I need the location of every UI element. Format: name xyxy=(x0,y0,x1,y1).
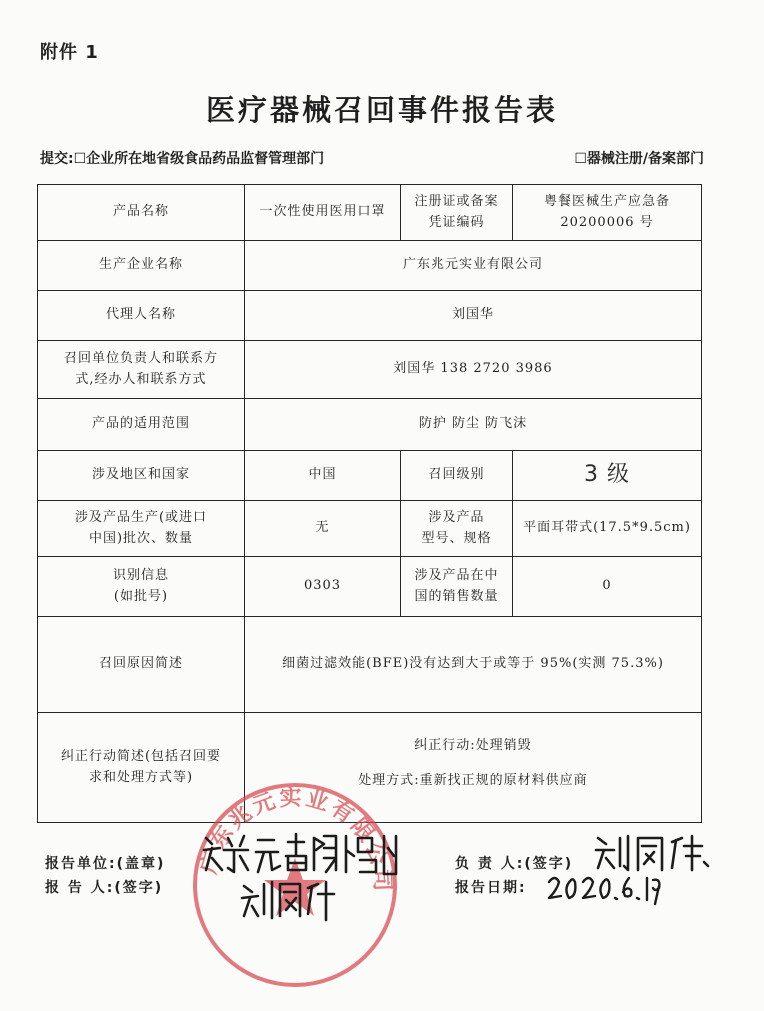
row-product-name xyxy=(38,185,702,241)
value-registration-line2: 20200006 号 xyxy=(560,214,654,230)
label-recall-level: 召回级别 xyxy=(401,451,513,501)
row-contact xyxy=(38,341,702,399)
label-registration-line1: 注册证或备案 xyxy=(414,194,499,210)
label-reporter: 报 告 人:(签字) xyxy=(45,880,164,896)
label-identification-line2: (如批号) xyxy=(113,588,169,604)
row-id-sales xyxy=(38,557,702,617)
recall-report-table xyxy=(37,184,702,823)
value-model: 平面耳带式(17.5*9.5cm) xyxy=(513,501,702,557)
seal-text-path: 广东兆元实业有限公司 xyxy=(196,785,395,895)
label-report-unit: 报告单位:(盖章) xyxy=(45,856,166,872)
label-registration-line2: 凭证编码 xyxy=(428,214,485,230)
label-batch xyxy=(38,501,245,557)
label-model xyxy=(401,501,513,557)
value-recall-level: 3 级 xyxy=(513,451,702,501)
label-manufacturer: 生产企业名称 xyxy=(38,241,245,291)
page-title: 医疗器械召回事件报告表 xyxy=(205,93,558,127)
label-batch-line1: 涉及产品生产(或进口 xyxy=(74,510,208,526)
label-registration xyxy=(401,185,513,241)
value-agent: 刘国华 xyxy=(245,291,702,341)
value-manufacturer: 广东兆元实业有限公司 xyxy=(245,241,702,291)
label-sales-line2: 国的销售数量 xyxy=(414,588,499,604)
value-contact: 刘国华 138 2720 3986 xyxy=(245,341,702,399)
value-product-name: 一次性使用医用口罩 xyxy=(245,185,401,241)
submit-row xyxy=(40,148,704,170)
value-corrective-method: 处理方式:重新找正规的原材料供应商 xyxy=(358,772,588,788)
value-sales: 0 xyxy=(513,557,702,617)
value-batch: 无 xyxy=(245,501,401,557)
report-date-handwritten xyxy=(545,872,665,908)
label-contact-line2: 式,经办人和联系方式 xyxy=(75,371,207,387)
value-reason: 细菌过滤效能(BFE)没有达到大于或等于 95%(实测 75.3%) xyxy=(245,617,702,713)
label-scope: 产品的适用范围 xyxy=(38,399,245,451)
row-reason xyxy=(38,617,702,713)
label-report-date: 报告日期: xyxy=(455,880,527,896)
value-identification: 0303 xyxy=(245,557,401,617)
value-scope: 防护 防尘 防飞沫 xyxy=(245,399,702,451)
label-person-in-charge: 负 责 人:(签字) xyxy=(455,856,574,872)
label-contact-line1: 召回单位负责人和联系方 xyxy=(63,351,218,367)
submit-registration-option: ☐器械注册/备案部门 xyxy=(574,151,704,167)
label-model-line1: 涉及产品 xyxy=(428,510,485,526)
reporter-signature xyxy=(238,876,338,924)
value-registration-line1: 粤餐医械生产应急备 xyxy=(543,194,670,210)
submit-provincial-option: 提交:☐企业所在地省级食品药品监督管理部门 xyxy=(40,151,325,167)
label-product-name: 产品名称 xyxy=(38,185,245,241)
value-registration xyxy=(513,185,702,241)
label-sales xyxy=(401,557,513,617)
label-sales-line1: 涉及产品在中 xyxy=(414,568,499,584)
label-batch-line2: 中国)批次、数量 xyxy=(88,530,194,546)
row-region-level xyxy=(38,451,702,501)
label-reason: 召回原因简述 xyxy=(38,617,245,713)
label-model-line2: 型号、规格 xyxy=(421,530,492,546)
label-region: 涉及地区和国家 xyxy=(38,451,245,501)
attachment-number: 附件 1 xyxy=(40,42,99,63)
unit-signature xyxy=(200,830,400,878)
value-region: 中国 xyxy=(245,451,401,501)
label-identification xyxy=(38,557,245,617)
head-signature xyxy=(592,832,712,874)
row-batch-model xyxy=(38,501,702,557)
row-manufacturer xyxy=(38,241,702,291)
label-agent: 代理人名称 xyxy=(38,291,245,341)
value-corrective-action: 纠正行动:处理销毁 xyxy=(414,738,532,754)
row-scope xyxy=(38,399,702,451)
label-corrective-line2: 求和处理方式等) xyxy=(88,769,194,785)
label-contact xyxy=(38,341,245,399)
row-agent xyxy=(38,291,702,341)
label-identification-line1: 识别信息 xyxy=(112,568,169,584)
label-corrective-line1: 纠正行动简述(包括召回要 xyxy=(60,749,222,765)
